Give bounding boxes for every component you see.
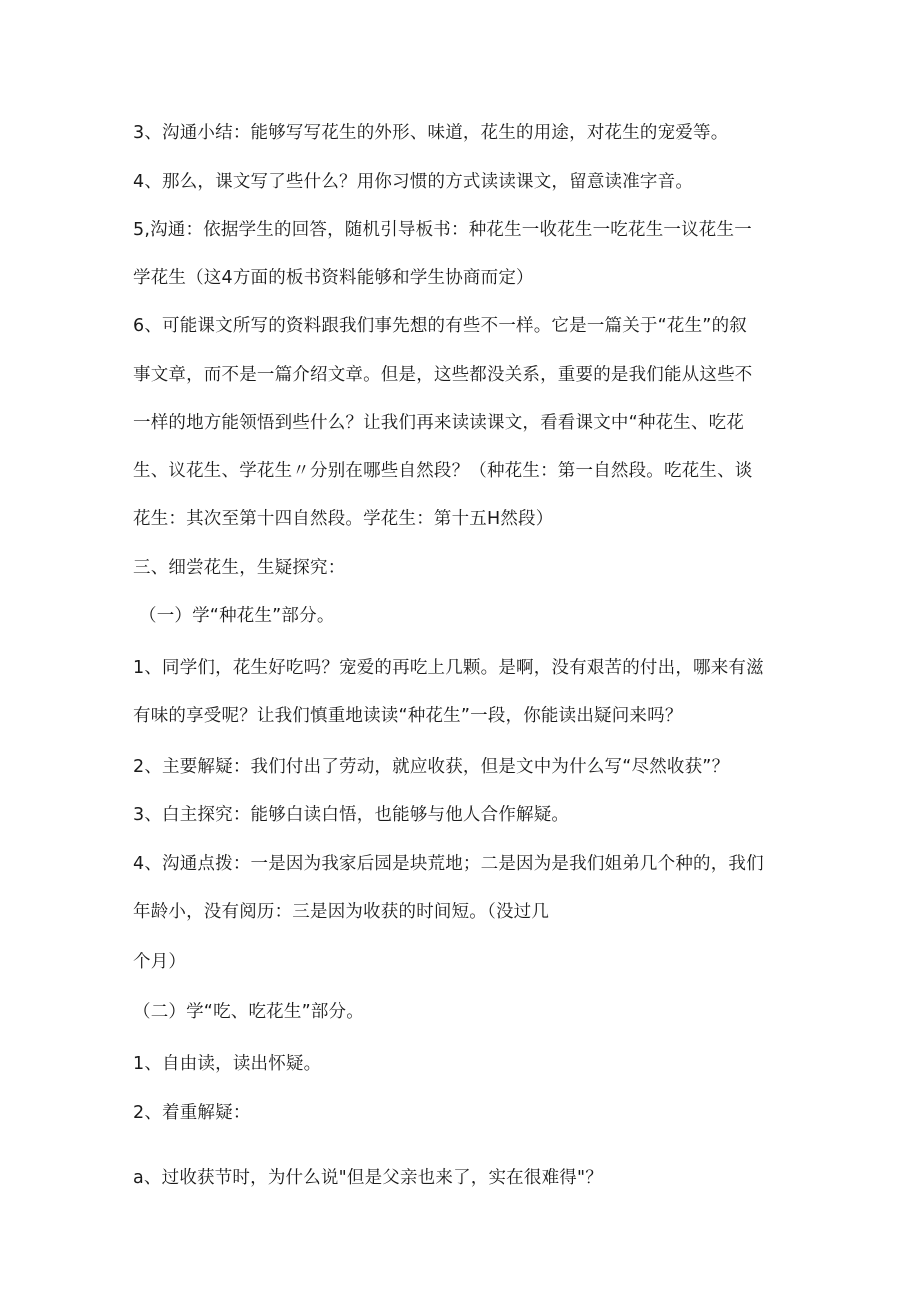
text-line: 4、沟通点拨：一是因为我家后园是块荒地；二是因为是我们姐弟几个种的，我们 xyxy=(133,854,764,874)
text-line: 个月） xyxy=(133,952,187,972)
text-line: 2、主要解疑：我们付出了劳动，就应收获，但是文中为什么写“尽然收获”？ xyxy=(133,757,730,777)
subsection-heading: （一）学“种花生”部分。 xyxy=(139,606,335,626)
text-line: 1、同学们，花生好吃吗？宠爱的再吃上几颗。是啊，没有艰苦的付出，哪来有滋 xyxy=(133,658,764,678)
section-heading: 三、细尝花生，生疑探究： xyxy=(133,558,346,578)
text-line: 6、可能课文所写的资料跟我们事先想的有些不一样。它是一篇关于“花生”的叙 xyxy=(133,316,747,336)
subsection-heading: （二）学“吃、吃花生”部分。 xyxy=(133,1002,364,1022)
text-line: 一样的地方能领悟到些什么？让我们再来读读课文，看看课文中“种花生、吃花 xyxy=(133,413,745,433)
text-line: 2、着重解疑： xyxy=(133,1103,251,1123)
text-line: 有味的享受呢？让我们慎重地读读“种花生”一段，你能读出疑问来吗？ xyxy=(133,706,683,726)
text-line: 5,沟通：依据学生的回答，随机引导板书：种花生一收花生一吃花生一议花生一 xyxy=(133,220,752,240)
text-line: 1、自由读，读出怀疑。 xyxy=(133,1054,322,1074)
text-line: 3、沟通小结：能够写写花生的外形、味道，花生的用途，对花生的宠爱等。 xyxy=(133,123,729,143)
text-line: 学花生（这4方面的板书资料能够和学生协商而定） xyxy=(133,268,534,288)
text-line: 年龄小，没有阅历：三是因为收获的时间短。（没过几 xyxy=(133,902,550,922)
text-line: 4、那么，课文写了些什么？用你习惯的方式读读课文，留意读准字音。 xyxy=(133,172,694,192)
text-line: 花生：其次至第十四自然段。学花生：第十五H然段） xyxy=(133,509,554,529)
text-line: 生、议花生、学花生〃分别在哪些自然段？（种花生：第一自然段。吃花生、谈 xyxy=(133,461,753,481)
text-line: a、过收获节时，为什么说"但是父亲也来了，实在很难得"？ xyxy=(133,1168,603,1188)
text-line: 3、白主探究：能够白读白悟，也能够与他人合作解疑。 xyxy=(133,805,570,825)
text-line: 事文章，而不是一篇介绍文章。但是，这些都没关系，重要的是我们能从这些不 xyxy=(133,365,753,385)
